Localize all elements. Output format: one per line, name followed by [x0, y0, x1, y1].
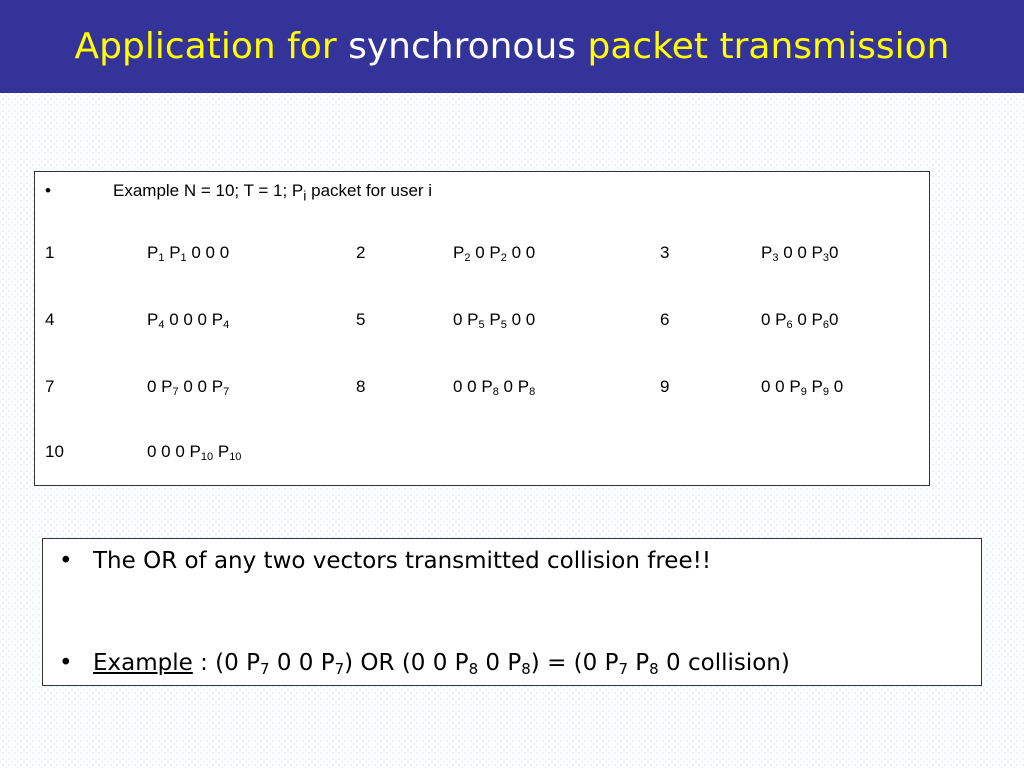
- user-number: 4: [45, 310, 55, 329]
- user-sequence: $P_2$ 0 $P_2$ 0 0: [453, 243, 536, 264]
- user-number: 5: [356, 310, 366, 329]
- user-sequence: 0 0 $P_8$ 0 $P_8$: [453, 377, 536, 398]
- user-sequence: $P_3$ 0 0 $P_30$: [761, 243, 839, 264]
- bullet-icon: •: [59, 650, 73, 676]
- user-sequence: $P_4$ 0 0 0 $P_4$: [147, 310, 230, 331]
- conclusion-line-1: [59, 547, 711, 575]
- example-label: Example: [93, 650, 193, 676]
- user-number: 2: [356, 243, 366, 262]
- user-sequence: 0 $P_5$ $P_5$ 0 0: [453, 310, 536, 331]
- example-box: [34, 171, 930, 486]
- user-sequence: $P_1$ $P_1$ 0 0 0: [147, 243, 230, 264]
- user-number: 8: [356, 377, 366, 396]
- title-part-1: Application for: [74, 26, 337, 67]
- slide-title: [0, 24, 1024, 70]
- conclusion-line-2: • Example : (0 $P_7$ 0 0 $P_7$) OR (0 0 $P_8$ 0 $P_8) = (0$ $P_7$ $P_8$ 0 collision): [59, 650, 790, 678]
- user-number: 1: [45, 243, 55, 262]
- example-heading-sub: i: [303, 188, 307, 205]
- user-sequence: 0 0 $P_9$ $P_9$ 0: [761, 377, 844, 398]
- user-sequence: 0 $P_6$ 0 $P_60$: [761, 310, 839, 331]
- user-number: 3: [660, 243, 670, 262]
- title-part-3: packet transmission: [587, 26, 950, 67]
- conclusion-text-1: The OR of any two vectors transmitted collision free!!: [93, 548, 712, 574]
- conclusion-box: [42, 538, 982, 686]
- example-heading-text: Example N = 10; T = 1; P: [113, 181, 304, 200]
- user-sequence: 0 0 0 $P_{10}$ $P_{10}$: [147, 442, 242, 463]
- example-heading-tail: packet for user i: [306, 181, 433, 200]
- user-number: 7: [45, 377, 55, 396]
- title-part-2: synchronous: [348, 26, 577, 67]
- user-number: 6: [660, 310, 670, 329]
- user-number: 10: [45, 442, 64, 461]
- user-number: 9: [660, 377, 670, 396]
- bullet-icon: •: [59, 548, 73, 574]
- bullet-icon: •: [45, 181, 51, 200]
- example-heading: [45, 180, 432, 207]
- user-sequence: 0 $P_7$ 0 0 $P_7$: [147, 377, 230, 398]
